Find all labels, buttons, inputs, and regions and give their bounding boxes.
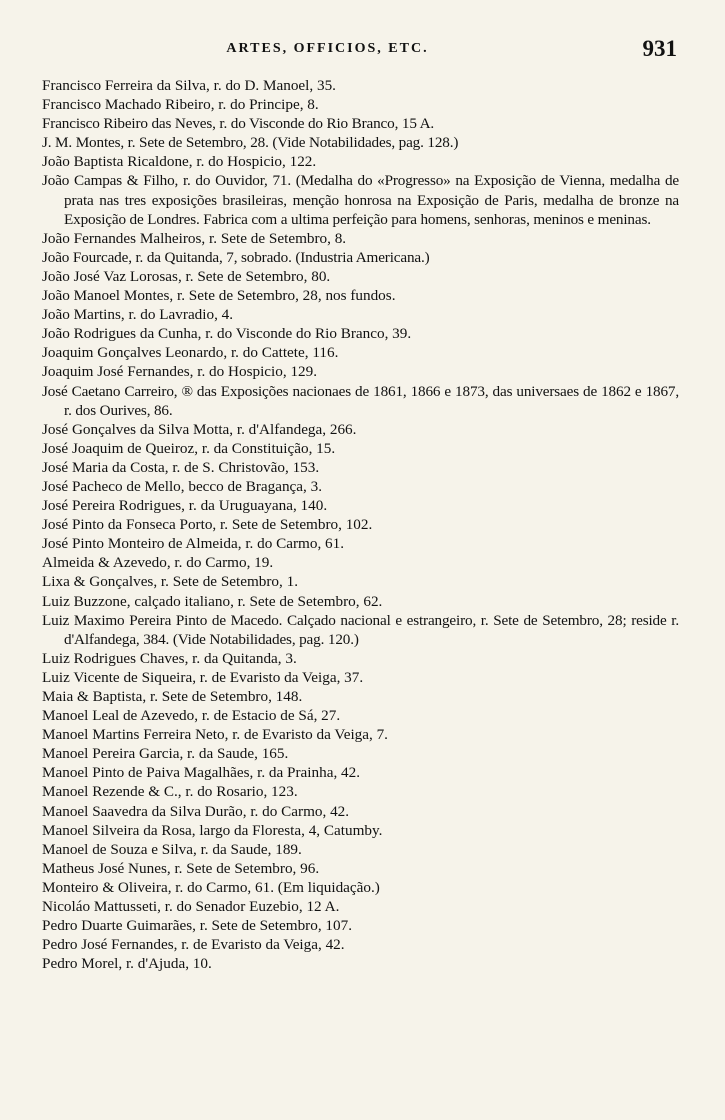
directory-entry: João Rodrigues da Cunha, r. do Visconde do Rio Branco, 39.: [42, 325, 412, 343]
directory-entry: Luiz Maximo Pereira Pinto de Macedo. Calçado nacional e estrangeiro, r. Sete de Setembro, 28; reside r. d'Alfandega, 384. (Vide Notabilidades, pag. 120.): [42, 611, 679, 648]
directory-entry: João Fernandes Malheiros, r. Sete de Setembro, 8.: [42, 229, 347, 247]
directory-entry: Joaquim Gonçalves Leonardo, r. do Cattete, 116.: [42, 344, 339, 362]
directory-entry: José Pacheco de Mello, becco de Bragança, 3.: [42, 477, 323, 495]
directory-entry: Pedro Morel, r. d'Ajuda, 10.: [42, 955, 212, 973]
page-header: [0, 33, 725, 63]
directory-entry: J. M. Montes, r. Sete de Setembro, 28. (Vide Notabilidades, pag. 128.): [42, 134, 459, 152]
directory-entry: Pedro Duarte Guimarães, r. Sete de Setembro, 107.: [42, 917, 352, 935]
directory-entry: Maia & Baptista, r. Sete de Setembro, 148.: [42, 688, 303, 705]
directory-entry: Almeida & Azevedo, r. do Carmo, 19.: [42, 554, 274, 572]
directory-entry: José Pinto Monteiro de Almeida, r. do Carmo, 61.: [42, 535, 345, 553]
directory-entry: Francisco Ferreira da Silva, r. do D. Manoel, 35.: [42, 77, 336, 94]
directory-entry: Luiz Rodrigues Chaves, r. da Quitanda, 3.: [42, 649, 297, 667]
directory-entry: João Campas & Filho, r. do Ouvidor, 71. (Medalha do «Progresso» na Exposição de Vienna, medalha de prata nas tres exposições brasileiras, menção honrosa na Exposição de Paris, medalha de bronze na Exposição de Londres. Fabrica com a ultima perfeição para homens, senhoras, meninos e meninas.: [42, 172, 679, 228]
directory-entry: Manoel de Souza e Silva, r. da Saude, 189.: [42, 840, 302, 858]
directory-entry: José Pinto da Fonseca Porto, r. Sete de Setembro, 102.: [42, 516, 373, 534]
directory-entry: José Maria da Costa, r. de S. Christovão, 153.: [42, 458, 320, 476]
directory-entry: Monteiro & Oliveira, r. do Carmo, 61. (Em liquidação.): [42, 878, 380, 896]
directory-entry: Luiz Buzzone, calçado italiano, r. Sete de Setembro, 62.: [42, 592, 383, 610]
directory-entry: Francisco Ribeiro das Neves, r. do Visconde do Rio Branco, 15 A.: [42, 115, 435, 133]
directory-entry: João Baptista Ricaldone, r. do Hospicio, 122.: [42, 153, 317, 171]
directory-entry: João Martins, r. do Lavradio, 4.: [42, 306, 234, 324]
directory-entry: Pedro José Fernandes, r. de Evaristo da Veiga, 42.: [42, 936, 345, 954]
directory-entry: José Joaquim de Queiroz, r. da Constituição, 15.: [42, 439, 336, 457]
directory-entry: Manoel Silveira da Rosa, largo da Floresta, 4, Catumby.: [42, 821, 383, 839]
directory-entry: Manoel Rezende & C., r. do Rosario, 123.: [42, 783, 298, 801]
directory-entry: João José Vaz Lorosas, r. Sete de Setembro, 80.: [42, 267, 331, 285]
directory-entry: Manoel Pereira Garcia, r. da Saude, 165.: [42, 745, 289, 763]
directory-entry: Manoel Martins Ferreira Neto, r. de Evaristo da Veiga, 7.: [42, 726, 388, 744]
directory-entry: Joaquim José Fernandes, r. do Hospicio, 129.: [42, 363, 318, 381]
directory-entry: José Pereira Rodrigues, r. da Uruguayana, 140.: [42, 497, 328, 515]
directory-entry: Manoel Pinto de Paiva Magalhães, r. da Prainha, 42.: [42, 764, 361, 782]
page-number: 931: [642, 36, 677, 61]
directory-entry: Manoel Saavedra da Silva Durão, r. do Carmo, 42.: [42, 802, 350, 820]
running-title: ARTES, OFFICIOS, ETC.: [226, 41, 429, 56]
directory-entry: Matheus José Nunes, r. Sete de Setembro, 96.: [42, 859, 320, 877]
directory-entry: José Gonçalves da Silva Motta, r. d'Alfandega, 266.: [42, 420, 357, 438]
directory-list: [42, 76, 679, 973]
directory-entry: Francisco Machado Ribeiro, r. do Principe, 8.: [42, 96, 319, 114]
directory-entry: Manoel Leal de Azevedo, r. de Estacio de Sá, 27.: [42, 707, 341, 725]
directory-entry: José Caetano Carreiro, ® das Exposições nacionaes de 1861, 1866 e 1873, das universaes de 1862 e 1867, r. dos Ourives, 86.: [42, 382, 679, 419]
directory-entry: Luiz Vicente de Siqueira, r. de Evaristo da Veiga, 37.: [42, 668, 364, 686]
directory-entry: Nicoláo Mattusseti, r. do Senador Euzebio, 12 A.: [42, 898, 340, 916]
directory-entry: Lixa & Gonçalves, r. Sete de Setembro, 1.: [42, 573, 299, 591]
directory-entry: João Fourcade, r. da Quitanda, 7, sobrado. (Industria Americana.): [42, 248, 430, 266]
directory-entry: João Manoel Montes, r. Sete de Setembro, 28, nos fundos.: [42, 287, 396, 305]
